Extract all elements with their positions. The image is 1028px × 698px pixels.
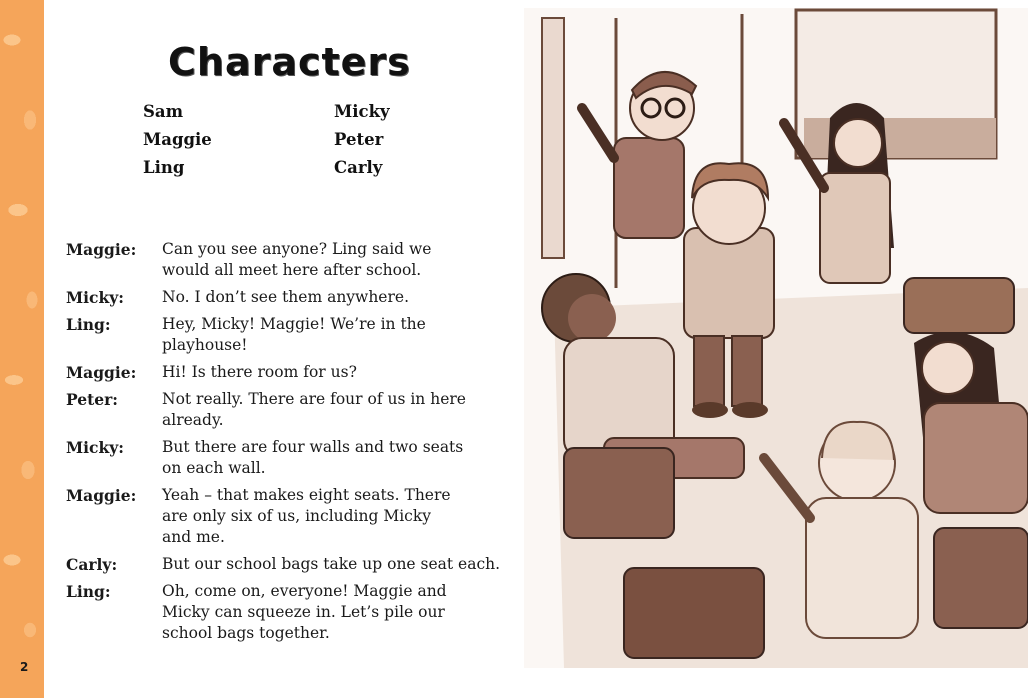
page-margin-strip xyxy=(0,0,44,698)
page-title: Characters xyxy=(168,40,411,84)
speech-text: But there are four walls and two seats on each wall. xyxy=(162,438,464,477)
speaker-name: Peter: xyxy=(66,390,119,409)
character-name: Micky xyxy=(334,102,390,121)
speaker-name: Carly: xyxy=(66,555,118,574)
speaker-name: Maggie: xyxy=(66,240,137,259)
speech-text: Not really. There are four of us in here already. xyxy=(162,390,466,429)
script-line xyxy=(66,287,506,308)
play-script xyxy=(66,239,506,650)
character-name: Maggie xyxy=(143,130,212,149)
script-line xyxy=(66,581,506,644)
speech-text: No. I don’t see them anywhere. xyxy=(162,288,409,306)
script-line xyxy=(66,362,506,383)
script-line xyxy=(66,485,506,548)
speaker-name: Ling: xyxy=(66,582,111,601)
character-name: Sam xyxy=(143,102,184,121)
speech-text: Yeah – that makes eight seats. There are only six of us, including Micky and me. xyxy=(162,486,451,546)
script-line xyxy=(66,437,506,479)
script-line xyxy=(66,239,506,281)
script-line xyxy=(66,554,506,575)
playhouse-illustration xyxy=(524,8,1028,668)
character-name: Ling xyxy=(143,158,185,177)
character-name: Peter xyxy=(334,130,384,149)
speaker-name: Ling: xyxy=(66,315,111,334)
character-name: Carly xyxy=(334,158,383,177)
speech-text: Hey, Micky! Maggie! We’re in the playhouse! xyxy=(162,315,426,354)
speaker-name: Maggie: xyxy=(66,486,137,505)
doorframe-left xyxy=(542,18,564,258)
script-line xyxy=(66,314,506,356)
speech-text: Can you see anyone? Ling said we would all meet here after school. xyxy=(162,240,432,279)
speech-text: Hi! Is there room for us? xyxy=(162,363,357,381)
speaker-name: Micky: xyxy=(66,288,124,307)
speaker-name: Micky: xyxy=(66,438,124,457)
speech-text: Oh, come on, everyone! Maggie and Micky can squeeze in. Let’s pile our school bags together. xyxy=(162,582,447,642)
page-number: 2 xyxy=(20,660,29,674)
speech-text: But our school bags take up one seat each. xyxy=(162,555,501,573)
speaker-name: Maggie: xyxy=(66,363,137,382)
script-line xyxy=(66,389,506,431)
